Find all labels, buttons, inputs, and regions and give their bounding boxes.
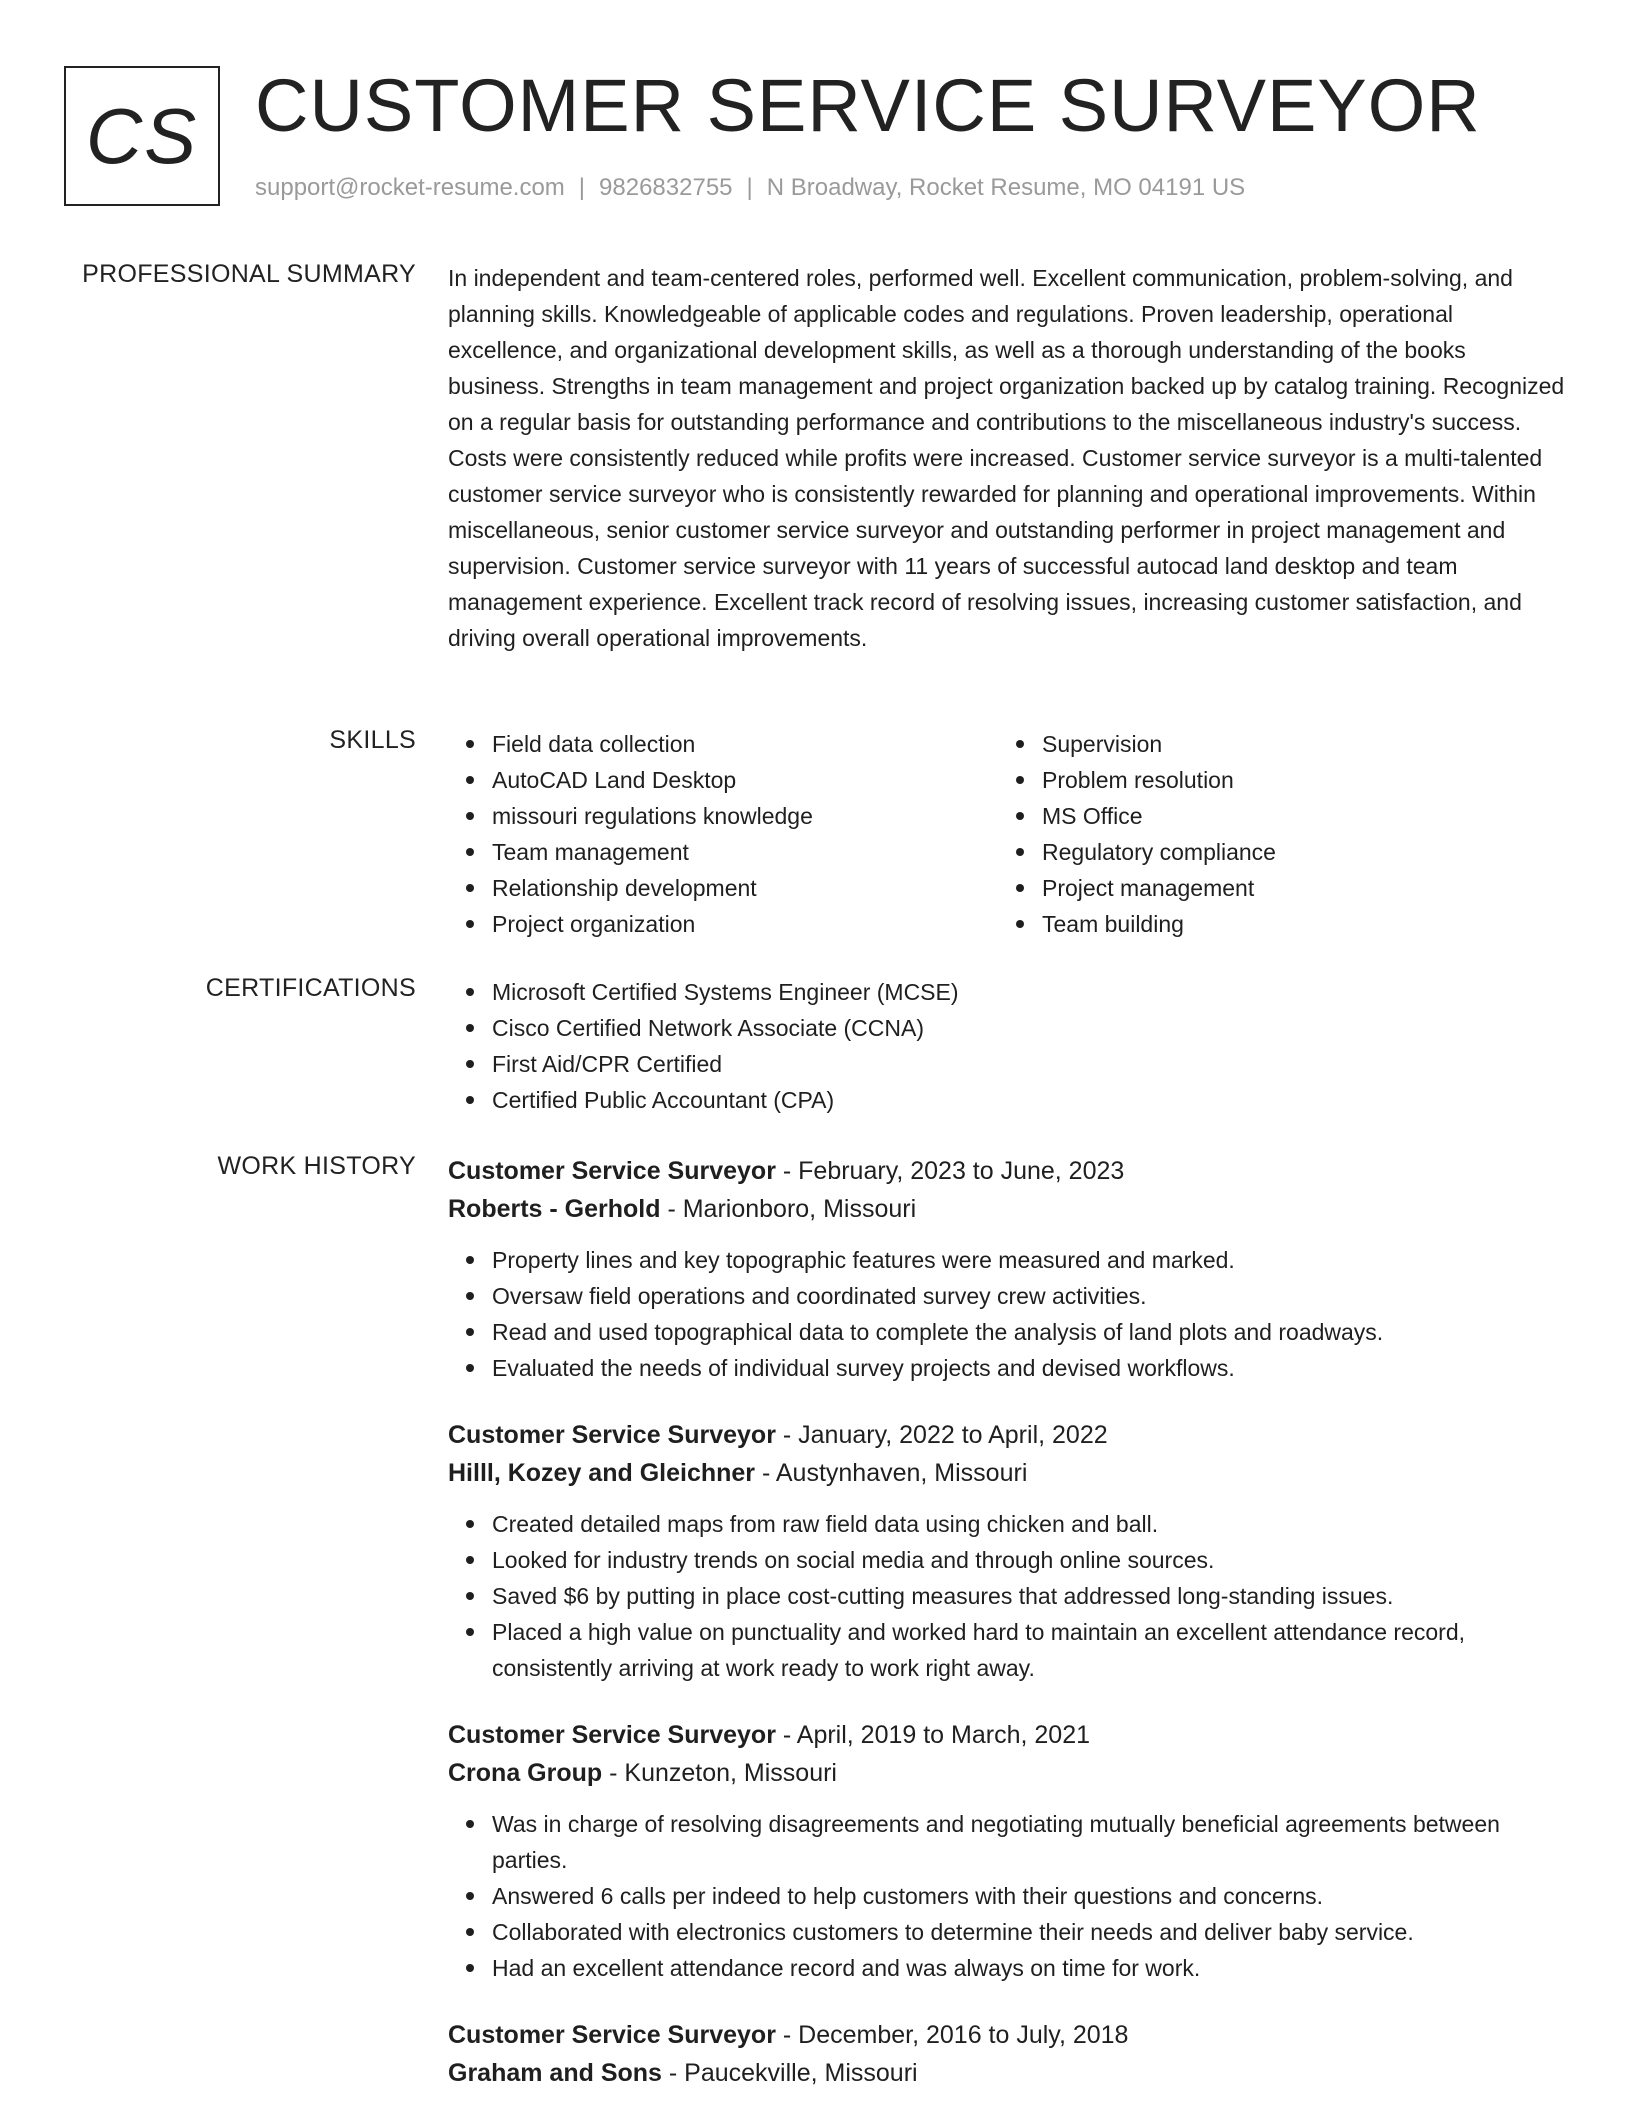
job-title: Customer Service Surveyor bbox=[448, 2021, 776, 2049]
skill-item: Supervision bbox=[1042, 726, 1548, 762]
job-company: Graham and Sons bbox=[448, 2059, 662, 2087]
job-duty: Created detailed maps from raw field data using chicken and ball. bbox=[492, 1506, 1568, 1542]
certification-item: First Aid/CPR Certified bbox=[492, 1046, 1568, 1082]
job-duty: Property lines and key topographic features were measured and marked. bbox=[492, 1242, 1568, 1278]
summary-body bbox=[448, 260, 1568, 656]
job-title-line bbox=[448, 1716, 1568, 1754]
certification-item: Microsoft Certified Systems Engineer (MCSE) bbox=[492, 974, 1568, 1010]
job-company-line bbox=[448, 1454, 1568, 1492]
job-company: Crona Group bbox=[448, 1759, 603, 1787]
section-heading-skills: SKILLS bbox=[329, 726, 416, 754]
skill-item: Project management bbox=[1042, 870, 1548, 906]
job-company-line bbox=[448, 1754, 1568, 1792]
job-entry bbox=[448, 1152, 1568, 1386]
certifications-body bbox=[448, 974, 1568, 1118]
contact-phone: 9826832755 bbox=[599, 174, 733, 201]
monogram-logo: CS bbox=[64, 66, 220, 206]
contact-email: support@rocket-resume.com bbox=[255, 174, 565, 201]
job-dates: - January, 2022 to April, 2022 bbox=[775, 1421, 1108, 1449]
job-location: - Paucekville, Missouri bbox=[661, 2059, 918, 2087]
job-duty: Read and used topographical data to complete the analysis of land plots and roadways. bbox=[492, 1314, 1568, 1350]
skills-columns bbox=[448, 726, 1568, 942]
job-location: - Marionboro, Missouri bbox=[660, 1195, 917, 1223]
section-heading-summary: PROFESSIONAL SUMMARY bbox=[82, 260, 416, 288]
summary-text: In independent and team-centered roles, performed well. Excellent communication, problem-solving, and planning skills. Knowledgeable of applicable codes and regulations. Proven leadership, operational excellence, and organizational development skills, as well as a thorough understanding of the books business. Strengths in team management and project organization backed up by catalog training. Recognized on a regular basis for outstanding performance and contributions to the miscellaneous industry's success. Costs were consistently reduced while profits were increased. Customer service surveyor is a multi-talented customer service surveyor who is consistently rewarded for planning and operational improvements. Within miscellaneous, senior customer service surveyor and outstanding performer in project management and supervision. Customer service surveyor with 11 years of successful autocad land desktop and team management experience. Excellent track record of resolving issues, increasing customer satisfaction, and driving overall operational improvements. bbox=[448, 265, 1565, 651]
resume-header bbox=[64, 66, 1568, 212]
skill-item: MS Office bbox=[1042, 798, 1548, 834]
contact-line bbox=[255, 174, 1245, 202]
skill-item: AutoCAD Land Desktop bbox=[492, 762, 998, 798]
job-duty: Evaluated the needs of individual survey projects and devised workflows. bbox=[492, 1350, 1568, 1386]
page-title: CUSTOMER SERVICE SURVEYOR bbox=[255, 64, 1481, 147]
skill-item: Project organization bbox=[492, 906, 998, 942]
job-company-line bbox=[448, 2054, 1568, 2092]
skills-column-right bbox=[998, 726, 1548, 942]
work-history-body bbox=[448, 1152, 1568, 2122]
job-duties-list bbox=[448, 1506, 1568, 1686]
skills-body bbox=[448, 726, 1568, 942]
job-location: - Kunzeton, Missouri bbox=[602, 1759, 837, 1787]
job-company: Hilll, Kozey and Gleichner bbox=[448, 1459, 756, 1487]
job-duty: Had an excellent attendance record and was always on time for work. bbox=[492, 1950, 1568, 1986]
certification-item: Certified Public Accountant (CPA) bbox=[492, 1082, 1568, 1118]
job-location: - Austynhaven, Missouri bbox=[755, 1459, 1028, 1487]
job-title-line bbox=[448, 1416, 1568, 1454]
job-duty: Saved $6 by putting in place cost-cutting measures that addressed long-standing issues. bbox=[492, 1578, 1568, 1614]
skill-item: missouri regulations knowledge bbox=[492, 798, 998, 834]
job-title-line bbox=[448, 2016, 1568, 2054]
job-title: Customer Service Surveyor bbox=[448, 1157, 776, 1185]
job-duty: Answered 6 calls per indeed to help customers with their questions and concerns. bbox=[492, 1878, 1568, 1914]
certification-item: Cisco Certified Network Associate (CCNA) bbox=[492, 1010, 1568, 1046]
job-company-line bbox=[448, 1190, 1568, 1228]
skill-item: Regulatory compliance bbox=[1042, 834, 1548, 870]
job-entry bbox=[448, 1716, 1568, 1986]
contact-separator: | bbox=[746, 174, 753, 201]
job-duties-list bbox=[448, 1242, 1568, 1386]
skill-item: Team management bbox=[492, 834, 998, 870]
contact-address: N Broadway, Rocket Resume, MO 04191 US bbox=[766, 174, 1246, 201]
skills-column-left bbox=[448, 726, 998, 942]
job-duty: Oversaw field operations and coordinated survey crew activities. bbox=[492, 1278, 1568, 1314]
job-company: Roberts - Gerhold bbox=[448, 1195, 661, 1223]
job-entry bbox=[448, 2016, 1568, 2092]
skill-item: Field data collection bbox=[492, 726, 998, 762]
job-dates: - April, 2019 to March, 2021 bbox=[775, 1721, 1090, 1749]
job-title: Customer Service Surveyor bbox=[448, 1721, 776, 1749]
skills-list-left bbox=[448, 726, 998, 942]
job-title-line bbox=[448, 1152, 1568, 1190]
contact-separator: | bbox=[578, 174, 586, 201]
job-dates: - December, 2016 to July, 2018 bbox=[775, 2021, 1129, 2049]
job-duty: Placed a high value on punctuality and worked hard to maintain an excellent attendance record, consistently arriving at work ready to work right away. bbox=[492, 1614, 1568, 1686]
skills-list-right bbox=[998, 726, 1548, 942]
section-heading-work-history: WORK HISTORY bbox=[217, 1152, 416, 1180]
job-duty: Was in charge of resolving disagreements and negotiating mutually beneficial agreements between parties. bbox=[492, 1806, 1568, 1878]
job-dates: - February, 2023 to June, 2023 bbox=[775, 1157, 1125, 1185]
skill-item: Problem resolution bbox=[1042, 762, 1548, 798]
job-duty: Looked for industry trends on social media and through online sources. bbox=[492, 1542, 1568, 1578]
job-duties-list bbox=[448, 1806, 1568, 1986]
skill-item: Team building bbox=[1042, 906, 1548, 942]
section-heading-certifications: CERTIFICATIONS bbox=[205, 974, 416, 1002]
job-title: Customer Service Surveyor bbox=[448, 1421, 776, 1449]
job-duty: Collaborated with electronics customers to determine their needs and deliver baby service. bbox=[492, 1914, 1568, 1950]
certifications-list bbox=[448, 974, 1568, 1118]
skill-item: Relationship development bbox=[492, 870, 998, 906]
job-entry bbox=[448, 1416, 1568, 1686]
